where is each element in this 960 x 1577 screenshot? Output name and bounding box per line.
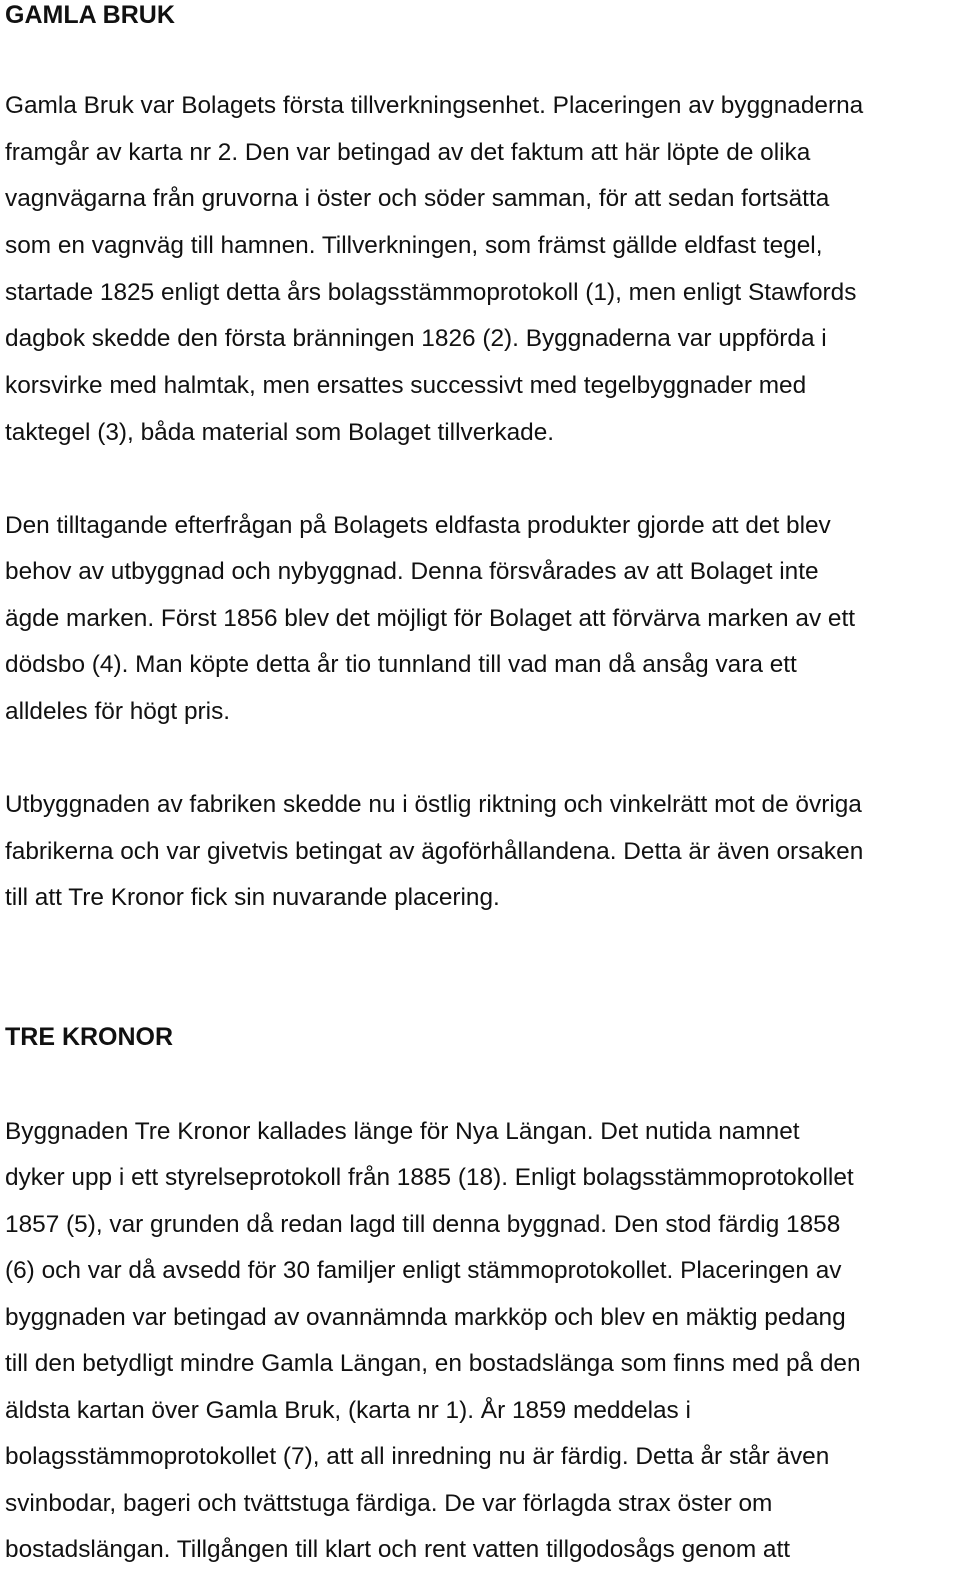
text-line: som en vagnväg till hamnen. Tillverkningen, som främst gällde eldfast tegel, [5,232,823,259]
text-line: (6) och var då avsedd för 30 familjer enligt stämmoprotokollet. Placeringen av [5,1257,842,1284]
text-line: bolagsstämmoprotokollet (7), att all inredning nu är färdig. Detta år står även [5,1443,830,1470]
text-line: till den betydligt mindre Gamla Längan, en bostadslänga som finns med på den [5,1350,861,1377]
text-line: ägde marken. Först 1856 blev det möjligt för Bolaget att förvärva marken av ett [5,605,856,632]
text-line: bostadslängan. Tillgången till klart och rent vatten tillgodosågs genom att [5,1536,791,1563]
section-heading-tre-kronor: TRE KRONOR [5,1023,174,1051]
text-line: svinbodar, bageri och tvättstuga färdiga. De var förlagda strax öster om [5,1490,773,1517]
text-line: byggnaden var betingad av ovannämnda markköp och blev en mäktig pedang [5,1304,846,1331]
text-line: dagbok skedde den första bränningen 1826 (2). Byggnaderna var uppförda i [5,325,827,352]
text-line: dödsbo (4). Man köpte detta år tio tunnland till vad man då ansåg vara ett [5,651,797,678]
text-line: till att Tre Kronor fick sin nuvarande placering. [5,884,500,911]
text-line: fabrikerna och var givetvis betingat av ägoförhållandena. Detta är även orsaken [5,838,864,865]
text-line: korsvirke med halmtak, men ersattes successivt med tegelbyggnader med [5,372,807,399]
text-line: framgår av karta nr 2. Den var betingad av det faktum att här löpte de olika [5,139,811,166]
text-line: vagnvägarna från gruvorna i öster och söder samman, för att sedan fortsätta [5,185,830,212]
text-line: taktegel (3), båda material som Bolaget tillverkade. [5,419,555,446]
text-line: 1857 (5), var grunden då redan lagd till denna byggnad. Den stod färdig 1858 [5,1211,841,1238]
text-line: Utbyggnaden av fabriken skedde nu i östlig riktning och vinkelrätt mot de övriga [5,791,862,818]
text-line: Gamla Bruk var Bolagets första tillverkningsenhet. Placeringen av byggnaderna [5,92,864,119]
section-heading-gamla-bruk: GAMLA BRUK [5,1,175,29]
text-line: Byggnaden Tre Kronor kallades länge för Nya Längan. Det nutida namnet [5,1118,800,1145]
text-line: startade 1825 enligt detta års bolagsstämmoprotokoll (1), men enligt Stawfords [5,279,857,306]
text-line: alldeles för högt pris. [5,698,231,725]
text-line: behov av utbyggnad och nybyggnad. Denna försvårades av att Bolaget inte [5,558,819,585]
text-line: Den tilltagande efterfrågan på Bolagets eldfasta produkter gjorde att det blev [5,512,831,539]
text-line: dyker upp i ett styrelseprotokoll från 1885 (18). Enligt bolagsstämmoprotokollet [5,1164,854,1191]
text-line: äldsta kartan över Gamla Bruk, (karta nr 1). År 1859 meddelas i [5,1397,691,1424]
